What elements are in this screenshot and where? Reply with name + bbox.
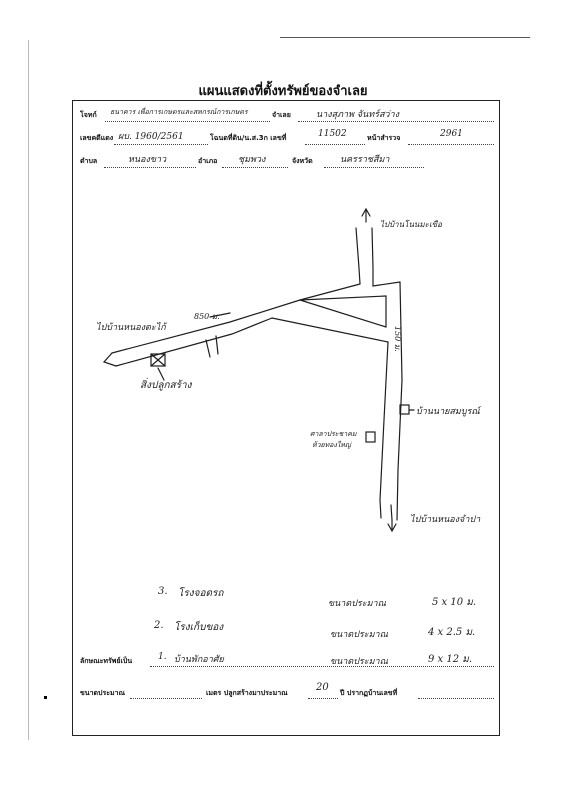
building-3-size: 5 x 10 ม. xyxy=(432,597,477,608)
footer-size-unit: เมตร ปลูกสร้างมาประมาณ xyxy=(206,689,288,697)
building-3-desc: ขนาดประมาณ xyxy=(328,599,386,609)
district-value: ชุมพวง xyxy=(238,155,266,165)
south-arrow-shaft xyxy=(391,505,392,530)
defendant-value: นางสุภาพ จันทร์สว่าง xyxy=(316,110,400,120)
building-3-number: 3. xyxy=(158,586,168,597)
center-box xyxy=(366,432,375,442)
case-value: ผบ. 1960/2561 xyxy=(118,132,184,142)
north-road-right-edge xyxy=(372,228,373,286)
south-distance-label: 150 ม. xyxy=(393,326,402,352)
building-1-size: 9 x 12 ม. xyxy=(428,654,473,665)
house-cross xyxy=(151,354,165,366)
building-2-name: โรงเก็บของ xyxy=(174,622,224,633)
deed-label: โฉนดที่ดิน/น.ส.3ก เลขที่ xyxy=(210,134,287,142)
footer-size-label: ขนาดประมาณ xyxy=(80,689,126,697)
center-note-2: ห้วยทองใหญ่ xyxy=(312,441,351,449)
building-2-desc: ขนาดประมาณ xyxy=(330,630,388,640)
footer-age-unit: ปี ปรากฏบ้านเลขที่ xyxy=(340,689,398,697)
building-2-number: 2. xyxy=(154,620,164,631)
province-value: นครราชสีมา xyxy=(340,155,390,165)
south-road-right-edge xyxy=(397,282,402,520)
defendant-label: จำเลย xyxy=(272,111,291,119)
south-road-label: ไปบ้านหนองจำปา xyxy=(410,515,481,525)
plaintiff-label: โจทก์ xyxy=(80,111,97,119)
subdistrict-value: หนองขาว xyxy=(128,155,167,165)
house-label: สิ่งปลูกสร้าง xyxy=(140,380,192,391)
deed-value: 11502 xyxy=(318,129,347,139)
page-title: แผนแสดงที่ตั้งทรัพย์ของจำเลย xyxy=(198,84,368,99)
building-3-name: โรงจอดรถ xyxy=(178,588,224,599)
west-distance-label: 850 ม. xyxy=(194,312,220,321)
building-1-name: บ้านพักอาศัย xyxy=(174,655,224,665)
west-arrow-head xyxy=(104,353,116,366)
building-1-desc: ขนาดประมาณ xyxy=(330,657,388,667)
building-1-number: 1. xyxy=(158,652,167,662)
footer-size-dots xyxy=(130,698,202,699)
west-road-label: ไปบ้านหนองตะไก้ xyxy=(96,323,166,333)
margin-mark xyxy=(44,696,47,699)
property-label: ลักษณะทรัพย์เป็น xyxy=(80,657,133,665)
north-road-label: ไปบ้านโนนมะเขือ xyxy=(380,220,442,229)
side-road-left xyxy=(206,340,210,357)
center-note-1: ศาลาประชาคม xyxy=(310,430,357,438)
footer-house-dots xyxy=(418,698,494,699)
footer-age-dots xyxy=(308,698,338,699)
building-2-size: 4 x 2.5 ม. xyxy=(428,627,476,638)
plaintiff-value: ธนาคาร เพื่อการเกษตรและสหกรณ์การเกษตร xyxy=(110,108,248,116)
case-label: เลขคดีแดง xyxy=(80,134,114,142)
district-label: อำเภอ xyxy=(198,157,218,165)
south-road-left-edge xyxy=(380,342,388,518)
province-label: จังหวัด xyxy=(292,157,313,165)
footer-age-value: 20 xyxy=(316,682,329,693)
north-road-left-edge xyxy=(356,228,360,284)
west-road-upper-edge xyxy=(112,284,360,353)
subdistrict-label: ตำบล xyxy=(80,157,98,165)
survey-value: 2961 xyxy=(440,129,463,139)
east-note-label: บ้านนายสมบูรณ์ xyxy=(416,407,480,417)
triangle-hyp-edge xyxy=(300,300,386,327)
survey-label: หน้าสำรวจ xyxy=(367,134,401,142)
junction-top-edge xyxy=(373,282,400,286)
